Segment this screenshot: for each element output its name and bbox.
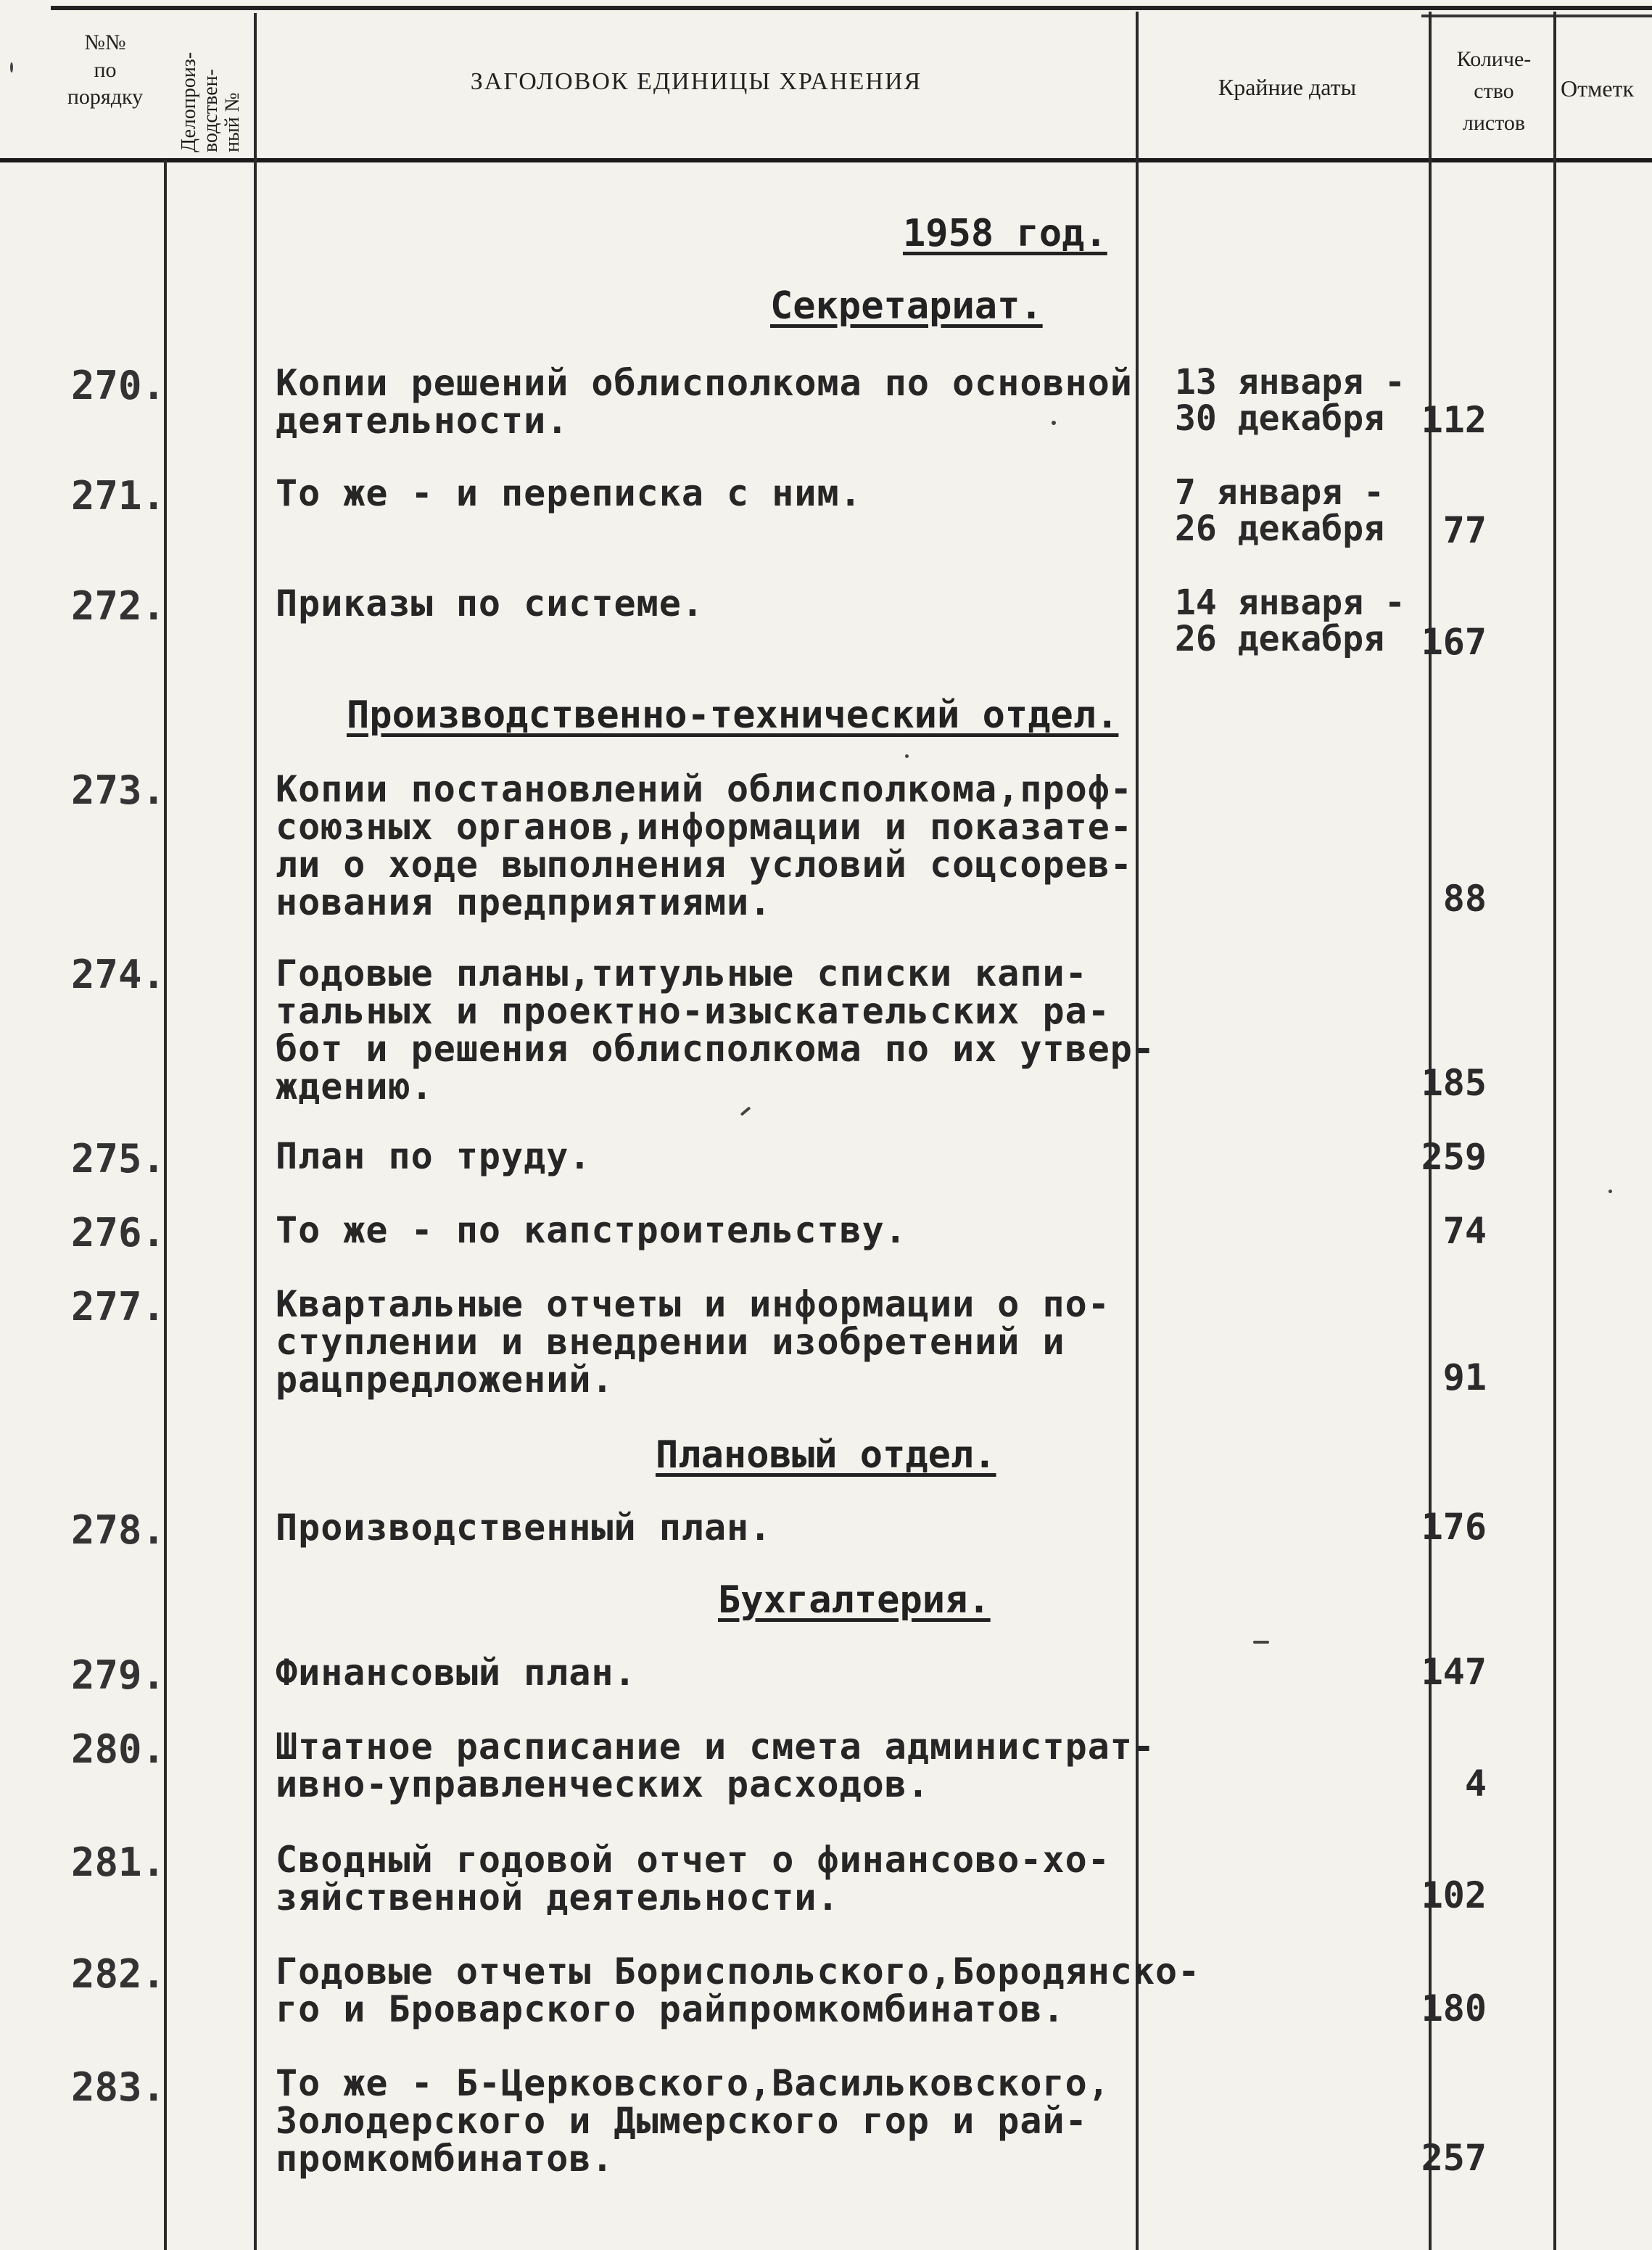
top-rule (51, 6, 1652, 10)
header-col-number: №№ по порядку (67, 30, 144, 109)
row-dates: 14 января - 26 декабря (1175, 582, 1405, 659)
section-heading: Секретариат. (770, 284, 1043, 328)
scan-speck (1253, 1641, 1269, 1644)
row-title: Производственный план. (276, 1507, 772, 1549)
row-number: 275. (71, 1136, 166, 1182)
row-title: План по труду. (276, 1135, 592, 1177)
row-number: 278. (71, 1507, 166, 1553)
row-sheets: 185 (1421, 1062, 1487, 1104)
row-title: То же - Б-Церковского,Васильковского, Золодерского и Дымерского гор и рай- промкомбинатов. (276, 2062, 1110, 2180)
row-sheets: 167 (1421, 621, 1487, 663)
scan-speck (10, 62, 13, 73)
column-line-5 (1553, 12, 1556, 2250)
row-title: Приказы по системе. (276, 582, 704, 625)
row-number: 282. (71, 1951, 166, 1997)
scan-speck (1052, 421, 1056, 425)
row-title: Годовые планы,титульные списки капи- тальных и проектно-изыскательских ра- бот и решения облисполкома по их утвер- ждению. (276, 952, 1155, 1108)
scan-speck (1608, 1190, 1612, 1193)
row-number: 281. (71, 1839, 166, 1885)
scan-speck (905, 754, 909, 758)
row-sheets: 147 (1421, 1651, 1487, 1693)
header-col-title: ЗАГОЛОВОК ЕДИНИЦЫ ХРАНЕНИЯ (470, 68, 922, 95)
row-dates: 13 января - 30 декабря (1175, 362, 1405, 439)
row-sheets: 88 (1442, 878, 1487, 920)
top-rule-right (1421, 15, 1652, 17)
row-number: 272. (71, 583, 166, 629)
column-line-2 (254, 13, 257, 2250)
row-title: Копии решений облисполкома по основной деятельности. (276, 362, 1133, 442)
row-number: 273. (71, 767, 166, 813)
row-title: Финансовый план. (276, 1652, 637, 1694)
header-col-office-number: Делопроиз- водствен- ный № (178, 51, 244, 152)
row-number: 274. (71, 952, 166, 997)
row-dates: 7 января - 26 декабря (1175, 472, 1384, 549)
section-heading: Производственно-технический отдел. (347, 693, 1119, 737)
row-title: Годовые отчеты Бориспольского,Бородянско- го и Броварского райпромкомбинатов. (276, 1950, 1201, 2030)
row-number: 283. (71, 2064, 166, 2110)
row-sheets: 112 (1421, 399, 1487, 441)
row-sheets: 176 (1421, 1506, 1487, 1548)
row-sheets: 257 (1421, 2137, 1487, 2179)
row-title: То же - по капстроительству. (276, 1209, 907, 1251)
row-sheets: 102 (1421, 1874, 1487, 1916)
row-number: 276. (71, 1210, 166, 1256)
header-col-dates: Крайние даты (1218, 74, 1357, 100)
section-heading: Плановый отдел. (656, 1433, 996, 1477)
row-sheets: 259 (1421, 1136, 1487, 1178)
row-title: Штатное расписание и смета администрат- ивно-управленческих расходов. (276, 1726, 1155, 1805)
year-heading: 1958 год. (903, 212, 1107, 255)
row-number: 277. (71, 1284, 166, 1330)
row-number: 280. (71, 1726, 166, 1772)
row-title: То же - и переписка с ним. (276, 472, 862, 514)
row-sheets: 91 (1442, 1356, 1487, 1398)
header-col-sheets: Количе- ство листов (1456, 47, 1532, 135)
row-title: Квартальные отчеты и информации о по- ступлении и внедрении изобретений и рацпредложений. (276, 1283, 1110, 1401)
row-sheets: 180 (1421, 1987, 1487, 2029)
row-number: 270. (71, 363, 166, 408)
row-title: Сводный годовой отчет о финансово-хо- зяйственной деятельности. (276, 1839, 1110, 1919)
header-col-notes: Отметк (1561, 75, 1635, 102)
row-sheets: 4 (1464, 1763, 1487, 1805)
row-number: 279. (71, 1652, 166, 1698)
column-line-3 (1136, 12, 1139, 2250)
section-heading: Бухгалтерия. (718, 1578, 991, 1622)
row-sheets: 74 (1442, 1210, 1487, 1252)
header-rule (0, 158, 1652, 162)
scan-speck (740, 1106, 751, 1116)
row-title: Копии постановлений облисполкома,проф- союзных органов,информации и показате- ли о ходе выполнения условий соцсорев- нования предприятиями. (276, 768, 1133, 923)
row-number: 271. (71, 473, 166, 519)
row-sheets: 77 (1442, 509, 1487, 551)
